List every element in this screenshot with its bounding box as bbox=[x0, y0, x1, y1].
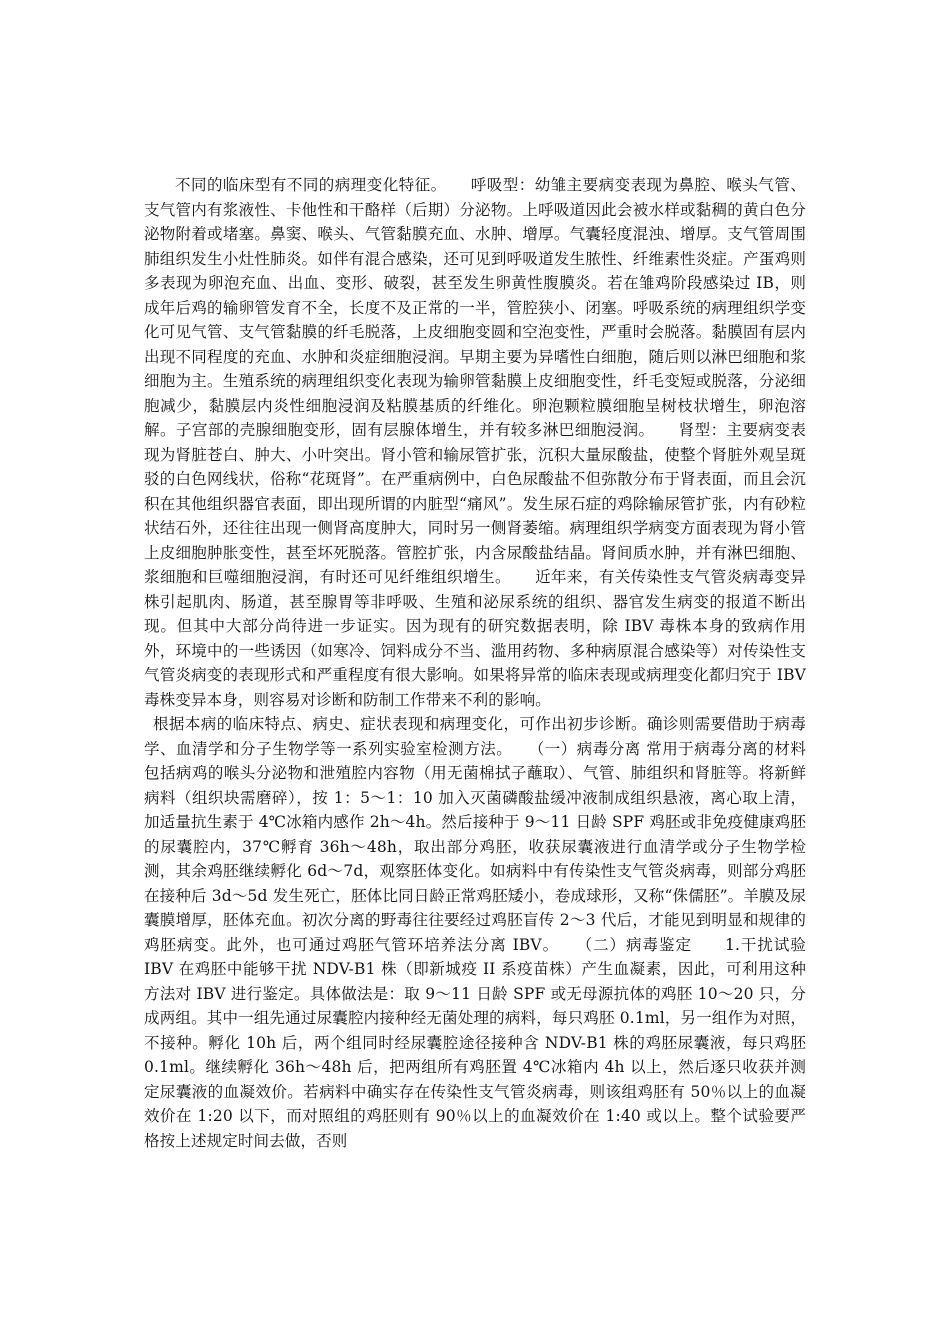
document-body bbox=[144, 173, 806, 1153]
paragraph-pathology: 不同的临床型有不同的病理变化特征。 呼吸型：幼雏主要病变表现为鼻腔、喉头气管、支气管内有浆液性、卡他性和干酪样（后期）分泌物。上呼吸道因此会被水样或黏稠的黄白色分泌物附着或堵塞。鼻窦、喉头、气管黏膜充血、水肿、增厚。气囊轻度混浊、增厚。支气管周围肺组织发生小灶性肺炎。如伴有混合感染，还可见到呼吸道发生脓性、纤维素性炎症。产蛋鸡则多表现为卵泡充血、出血、变形、破裂，甚至发生卵黄性腹膜炎。若在雏鸡阶段感染过 IB，则成年后鸡的输卵管发育不全，长度不及正常的一半，管腔狭小、闭塞。呼吸系统的病理组织学变化可见气管、支气管黏膜的纤毛脱落，上皮细胞变圆和空泡变性，严重时会脱落。黏膜固有层内出现不同程度的充血、水肿和炎症细胞浸润。早期主要为异嗜性白细胞，随后则以淋巴细胞和浆细胞为主。生殖系统的病理组织变化表现为输卵管黏膜上皮细胞变性，纤毛变短或脱落，分泌细胞减少，黏膜层内炎性细胞浸润及粘膜基质的纤维化。卵泡颗粒膜细胞呈树枝状增生，卵泡溶解。子宫部的壳腺细胞变形，固有层腺体增生，并有较多淋巴细胞浸润。 肾型：主要病变表现为肾脏苍白、肿大、小叶突出。肾小管和输尿管扩张，沉积大量尿酸盐，使整个肾脏外观呈斑驳的白色网线状，俗称“花斑肾”。在严重病例中，白色尿酸盐不但弥散分布于肾表面，而且会沉积在其他组织器官表面，即出现所谓的内脏型“痛风”。发生尿石症的鸡除输尿管扩张，内有砂粒状结石外，还往往出现一侧肾高度肿大，同时另一侧肾萎缩。病理组织学病变方面表现为肾小管上皮细胞肿胀变性，甚至坏死脱落。管腔扩张，内含尿酸盐结晶。肾间质水肿，并有淋巴细胞、浆细胞和巨噬细胞浸润，有时还可见纤维组织增生。 近年来，有关传染性支气管炎病毒变异株引起肌肉、肠道，甚至腺胃等非呼吸、生殖和泌尿系统的组织、器官发生病变的报道不断出现。但其中大部分尚待进一步证实。因为现有的研究数据表明，除 IBV 毒株本身的致病作用外，环境中的一些诱因（如寒冷、饲料成分不当、滥用药物、多种病原混合感染等）对传染性支气管炎病变的表现形式和严重程度有很大影响。如果将异常的临床表现或病理变化都归究于 IBV 毒株变异本身，则容易对诊断和防制工作带来不利的影响。 bbox=[144, 176, 806, 709]
paragraph-diagnosis: 根据本病的临床特点、病史、症状表现和病理变化，可作出初步诊断。确诊则需要借助于病毒学、血清学和分子生物学等一系列实验室检测方法。 （一）病毒分离 常用于病毒分离的材料包括病鸡的喉头分泌物和泄殖腔内容物（用无菌棉拭子蘸取）、气管、肺组织和肾脏等。将新鲜病料（组织块需磨碎），按 1：5～1：10 加入灭菌磷酸盐缓冲液制成组织悬液，离心取上清，加适量抗生素于 4℃冰箱内感作 2h～4h。然后接种于 9～11 日龄 SPF 鸡胚或非免疫健康鸡胚的尿囊腔内，37℃孵育 36h～48h，取出部分鸡胚，收获尿囊液进行血清学或分子生物学检测，其余鸡胚继续孵化 6d～7d，观察胚体变化。如病料中有传染性支气管炎病毒，则部分鸡胚在接种后 3d～5d 发生死亡，胚体比同日龄正常鸡胚矮小，卷成球形，又称“侏儒胚”。羊膜及尿囊膜增厚，胚体充血。初次分离的野毒往往要经过鸡胚盲传 2～3 代后，才能见到明显和规律的鸡胚病变。此外，也可通过鸡胚气管环培养法分离 IBV。 （二）病毒鉴定 1.干扰试验 IBV 在鸡胚中能够干扰 NDV-B1 株（即新城疫 II 系疫苗株）产生血凝素，因此，可利用这种方法对 IBV 进行鉴定。具体做法是：取 9～11 日龄 SPF 或无母源抗体的鸡胚 10～20 只，分成两组。其中一组先通过尿囊腔内接种经无菌处理的病料，每只鸡胚 0.1ml，另一组作为对照，不接种。孵化 10h 后，两个组同时经尿囊腔途径接种含 NDV-B1 株的鸡胚尿囊液，每只鸡胚 0.1ml。继续孵化 36h～48h 后，把两组所有鸡胚置 4℃冰箱内 4h 以上，然后逐只收获并测定尿囊液的血凝效价。若病料中确实存在传染性支气管炎病毒，则该组鸡胚有 50％以上的血凝效价在 1:20 以下，而对照组的鸡胚则有 90％以上的血凝效价在 1:40 或以上。整个试验要严格按上述规定时间去做，否则 bbox=[144, 715, 806, 1150]
